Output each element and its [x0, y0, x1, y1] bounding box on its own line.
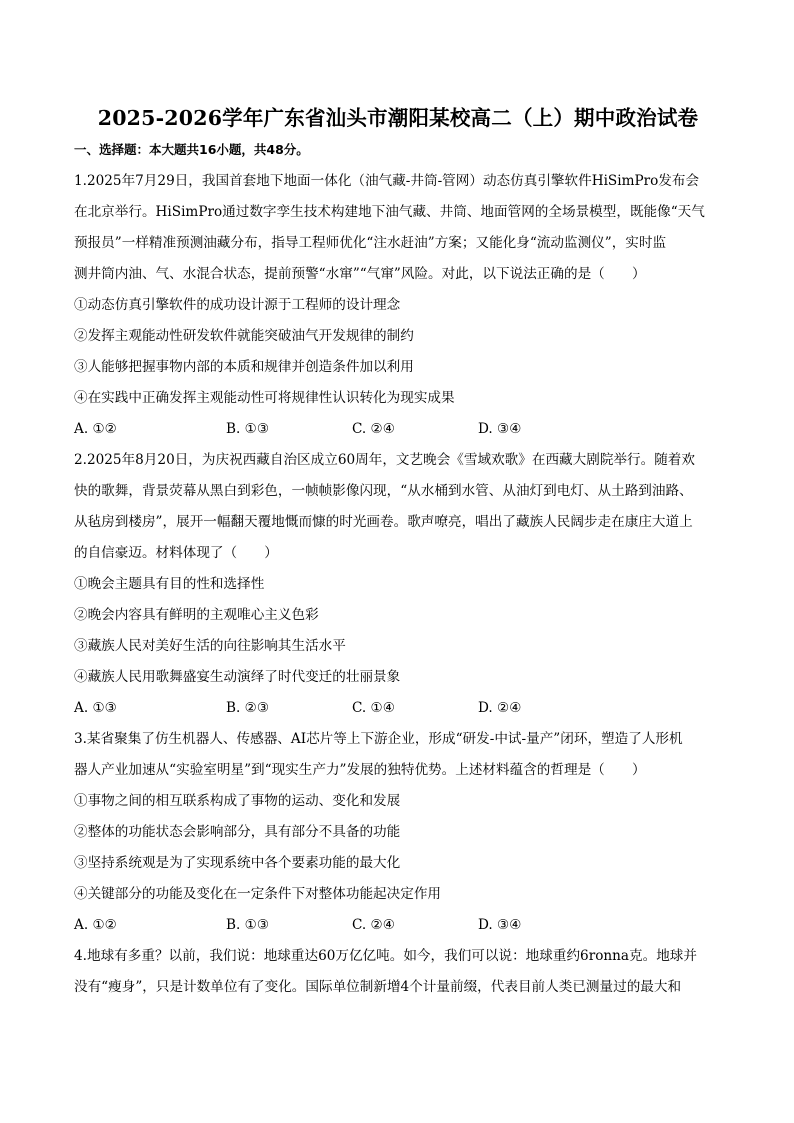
option-b[interactable]: B. ①③	[226, 917, 270, 933]
question-stem	[74, 724, 722, 786]
question-2	[74, 445, 722, 724]
question-number: 2.	[74, 452, 87, 468]
option-d[interactable]: D. ③④	[478, 421, 522, 437]
option-d[interactable]: D. ②④	[478, 700, 522, 716]
section-header: 一、选择题：本大题共16小题，共48分。	[74, 142, 309, 157]
statement-2: ②晚会内容具有鲜明的主观唯心主义色彩	[74, 607, 319, 623]
question-4	[74, 941, 722, 1003]
statement-4: ④在实践中正确发挥主观能动性可将规律性认识转化为现实成果	[74, 390, 455, 406]
statement-1: ①动态仿真引擎软件的成功设计源于工程师的设计理念	[74, 297, 401, 313]
question-text: 某省聚集了仿生机器人、传感器、AI芯片等上下游企业，形成“研发-中试-量产”闭环，塑造了人形机 器人产业加速从“实验室明星”到“现实生产力”发展的独特优势。上述材料蕴含的哲理是（ ）	[74, 731, 683, 778]
question-stem	[74, 445, 722, 569]
option-a[interactable]: A. ①②	[74, 917, 117, 933]
question-3	[74, 724, 722, 941]
question-text: 2025年7月29日，我国首套地下地面一体化（油气藏-井筒-管网）动态仿真引擎软件HiSimPro发布会 在北京举行。HiSimPro通过数字孪生技术构建地下油气藏、井筒、地面管网的全场景模型，既能像“天气 预报员”一样精准预测油藏分布，指导工程师优化“注水赶油”方案；又能化身“流动监测仪”，实时监 测井筒内油、气、水混合状态，提前预警“水窜”“气窜”风险。对此，以下说法正确的是（ ）	[74, 173, 705, 282]
statement-4: ④关键部分的功能及变化在一定条件下对整体功能起决定作用	[74, 886, 442, 902]
option-b[interactable]: B. ②③	[226, 700, 270, 716]
question-number: 1.	[74, 173, 87, 189]
statement-2: ②整体的功能状态会影响部分，具有部分不具备的功能	[74, 824, 401, 840]
statement-3: ③藏族人民对美好生活的向往影响其生活水平	[74, 638, 346, 654]
option-c[interactable]: C. ②④	[352, 421, 395, 437]
statement-4: ④藏族人民用歌舞盛宴生动演绎了时代变迁的壮丽景象	[74, 669, 401, 685]
statement-3: ③坚持系统观是为了实现系统中各个要素功能的最大化	[74, 855, 401, 871]
option-a[interactable]: A. ①②	[74, 421, 117, 437]
question-stem	[74, 941, 722, 1003]
answer-options	[74, 693, 722, 724]
option-c[interactable]: C. ②④	[352, 917, 395, 933]
exam-title: 2025-2026学年广东省汕头市潮阳某校高二（上）期中政治试卷	[97, 106, 699, 130]
answer-options	[74, 910, 722, 941]
question-number: 4.	[74, 948, 87, 964]
statement-1: ①晚会主题具有目的性和选择性	[74, 576, 265, 592]
answer-options	[74, 414, 722, 445]
question-1	[74, 166, 722, 445]
option-d[interactable]: D. ③④	[478, 917, 522, 933]
option-a[interactable]: A. ①③	[74, 700, 117, 716]
option-b[interactable]: B. ①③	[226, 421, 270, 437]
statement-3: ③人能够把握事物内部的本质和规律并创造条件加以利用	[74, 359, 414, 375]
statement-2: ②发挥主观能动性研发软件就能突破油气开发规律的制约	[74, 328, 414, 344]
question-stem	[74, 166, 722, 290]
statement-1: ①事物之间的相互联系构成了事物的运动、变化和发展	[74, 793, 401, 809]
question-text: 地球有多重？以前，我们说：地球重达60万亿亿吨。如今，我们可以说：地球重约6ronna克。地球并 没有“瘦身”，只是计数单位有了变化。国际单位制新增4个计量前缀，代表目前人类已测量过的最大和	[74, 948, 697, 995]
question-text: 2025年8月20日，为庆祝西藏自治区成立60周年，文艺晚会《雪域欢歌》在西藏大剧院举行。随着欢 快的歌舞，背景荧幕从黑白到彩色，一帧帧影像闪现，“从水桶到水管、从油灯到电灯、从土路到油路、 从毡房到楼房”，展开一幅翻天覆地慨而慷的时光画卷。歌声嘹亮，唱出了藏族人民阔步走在康庄大道上 的自信豪迈。材料体现了（ ）	[74, 452, 695, 561]
option-c[interactable]: C. ①④	[352, 700, 395, 716]
question-number: 3.	[74, 731, 87, 747]
